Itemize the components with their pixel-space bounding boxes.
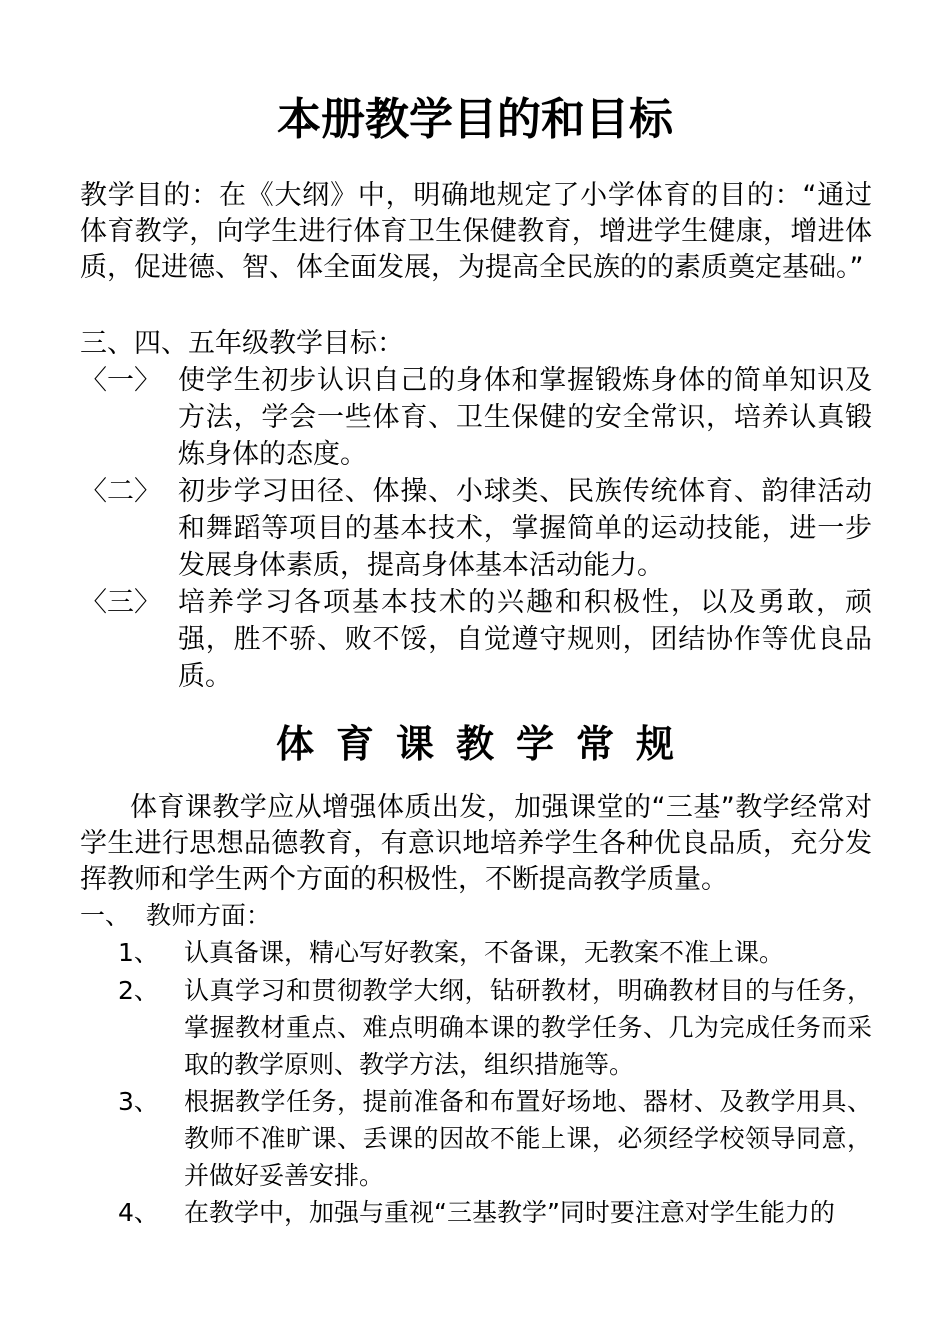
goal-marker: 〈二〉: [80, 476, 161, 507]
rule-marker: 2、: [118, 976, 159, 1005]
aim-paragraph: 教学目的：在《大纲》中，明确地规定了小学体育的目的：“通过体育教学，向学生进行体育卫生保健教育，增进学生健康，增进体质，促进德、智、体全面发展，为提高全民族的的素质奠定基础。”: [80, 180, 872, 283]
goal-marker: 〈三〉: [80, 587, 161, 618]
rule-item-4: [80, 1194, 872, 1231]
goal-text: 使学生初步认识自己的身体和掌握锻炼身体的简单知识及方法，学会一些体育、卫生保健的安全常识，培养认真锻炼身体的态度。: [178, 365, 872, 470]
grade-goals-heading: 三、四、五年级教学目标：: [80, 328, 404, 359]
rule-text: 认真备课，精心写好教案，不备课，无教案不准上课。: [184, 938, 785, 967]
intro-paragraph: 体育课教学应从增强体质出发，加强课堂的“三基”教学经常对学生进行思想品德教育，有意识地培养学生各种优良品质，充分发挥教师和学生两个方面的积极性，不断提高教学质量。: [80, 792, 872, 895]
rule-text: 认真学习和贯彻教学大纲，钻研教材，明确教材目的与任务，掌握教材重点、难点明确本课的教学任务、几为完成任务而采取的教学原则、教学方法，组织措施等。: [184, 976, 872, 1079]
goal-item-3: [80, 584, 872, 695]
goal-item-1: [80, 362, 872, 473]
rule-text: 在教学中，加强与重视“三基教学”同时要注意对学生能力的: [184, 1198, 835, 1227]
goal-text: 培养学习各项基本技术的兴趣和积极性，以及勇敢，顽强，胜不骄、败不馁，自觉遵守规则，团结协作等优良品质。: [178, 587, 872, 692]
section-title: 体育课教学常规: [275, 722, 696, 766]
goal-item-2: [80, 473, 872, 584]
teacher-section-heading: 一、 教师方面：: [80, 901, 271, 930]
rule-text: 根据教学任务，提前准备和布置好场地、器材、及教学用具、教师不准旷课、丢课的因故不能上课，必须经学校领导同意，并做好妥善安排。: [184, 1087, 872, 1190]
rule-item-1: [80, 934, 872, 971]
rule-item-2: [80, 972, 872, 1083]
rule-marker: 4、: [118, 1198, 159, 1227]
goal-text: 初步学习田径、体操、小球类、民族传统体育、韵律活动和舞蹈等项目的基本技术，掌握简单的运动技能，进一步发展身体素质，提高身体基本活动能力。: [178, 476, 872, 581]
goal-marker: 〈一〉: [80, 365, 161, 396]
main-title: 本册教学目的和目标: [277, 94, 673, 145]
rule-marker: 1、: [118, 938, 159, 967]
rule-marker: 3、: [118, 1087, 159, 1116]
rule-item-3: [80, 1083, 872, 1194]
